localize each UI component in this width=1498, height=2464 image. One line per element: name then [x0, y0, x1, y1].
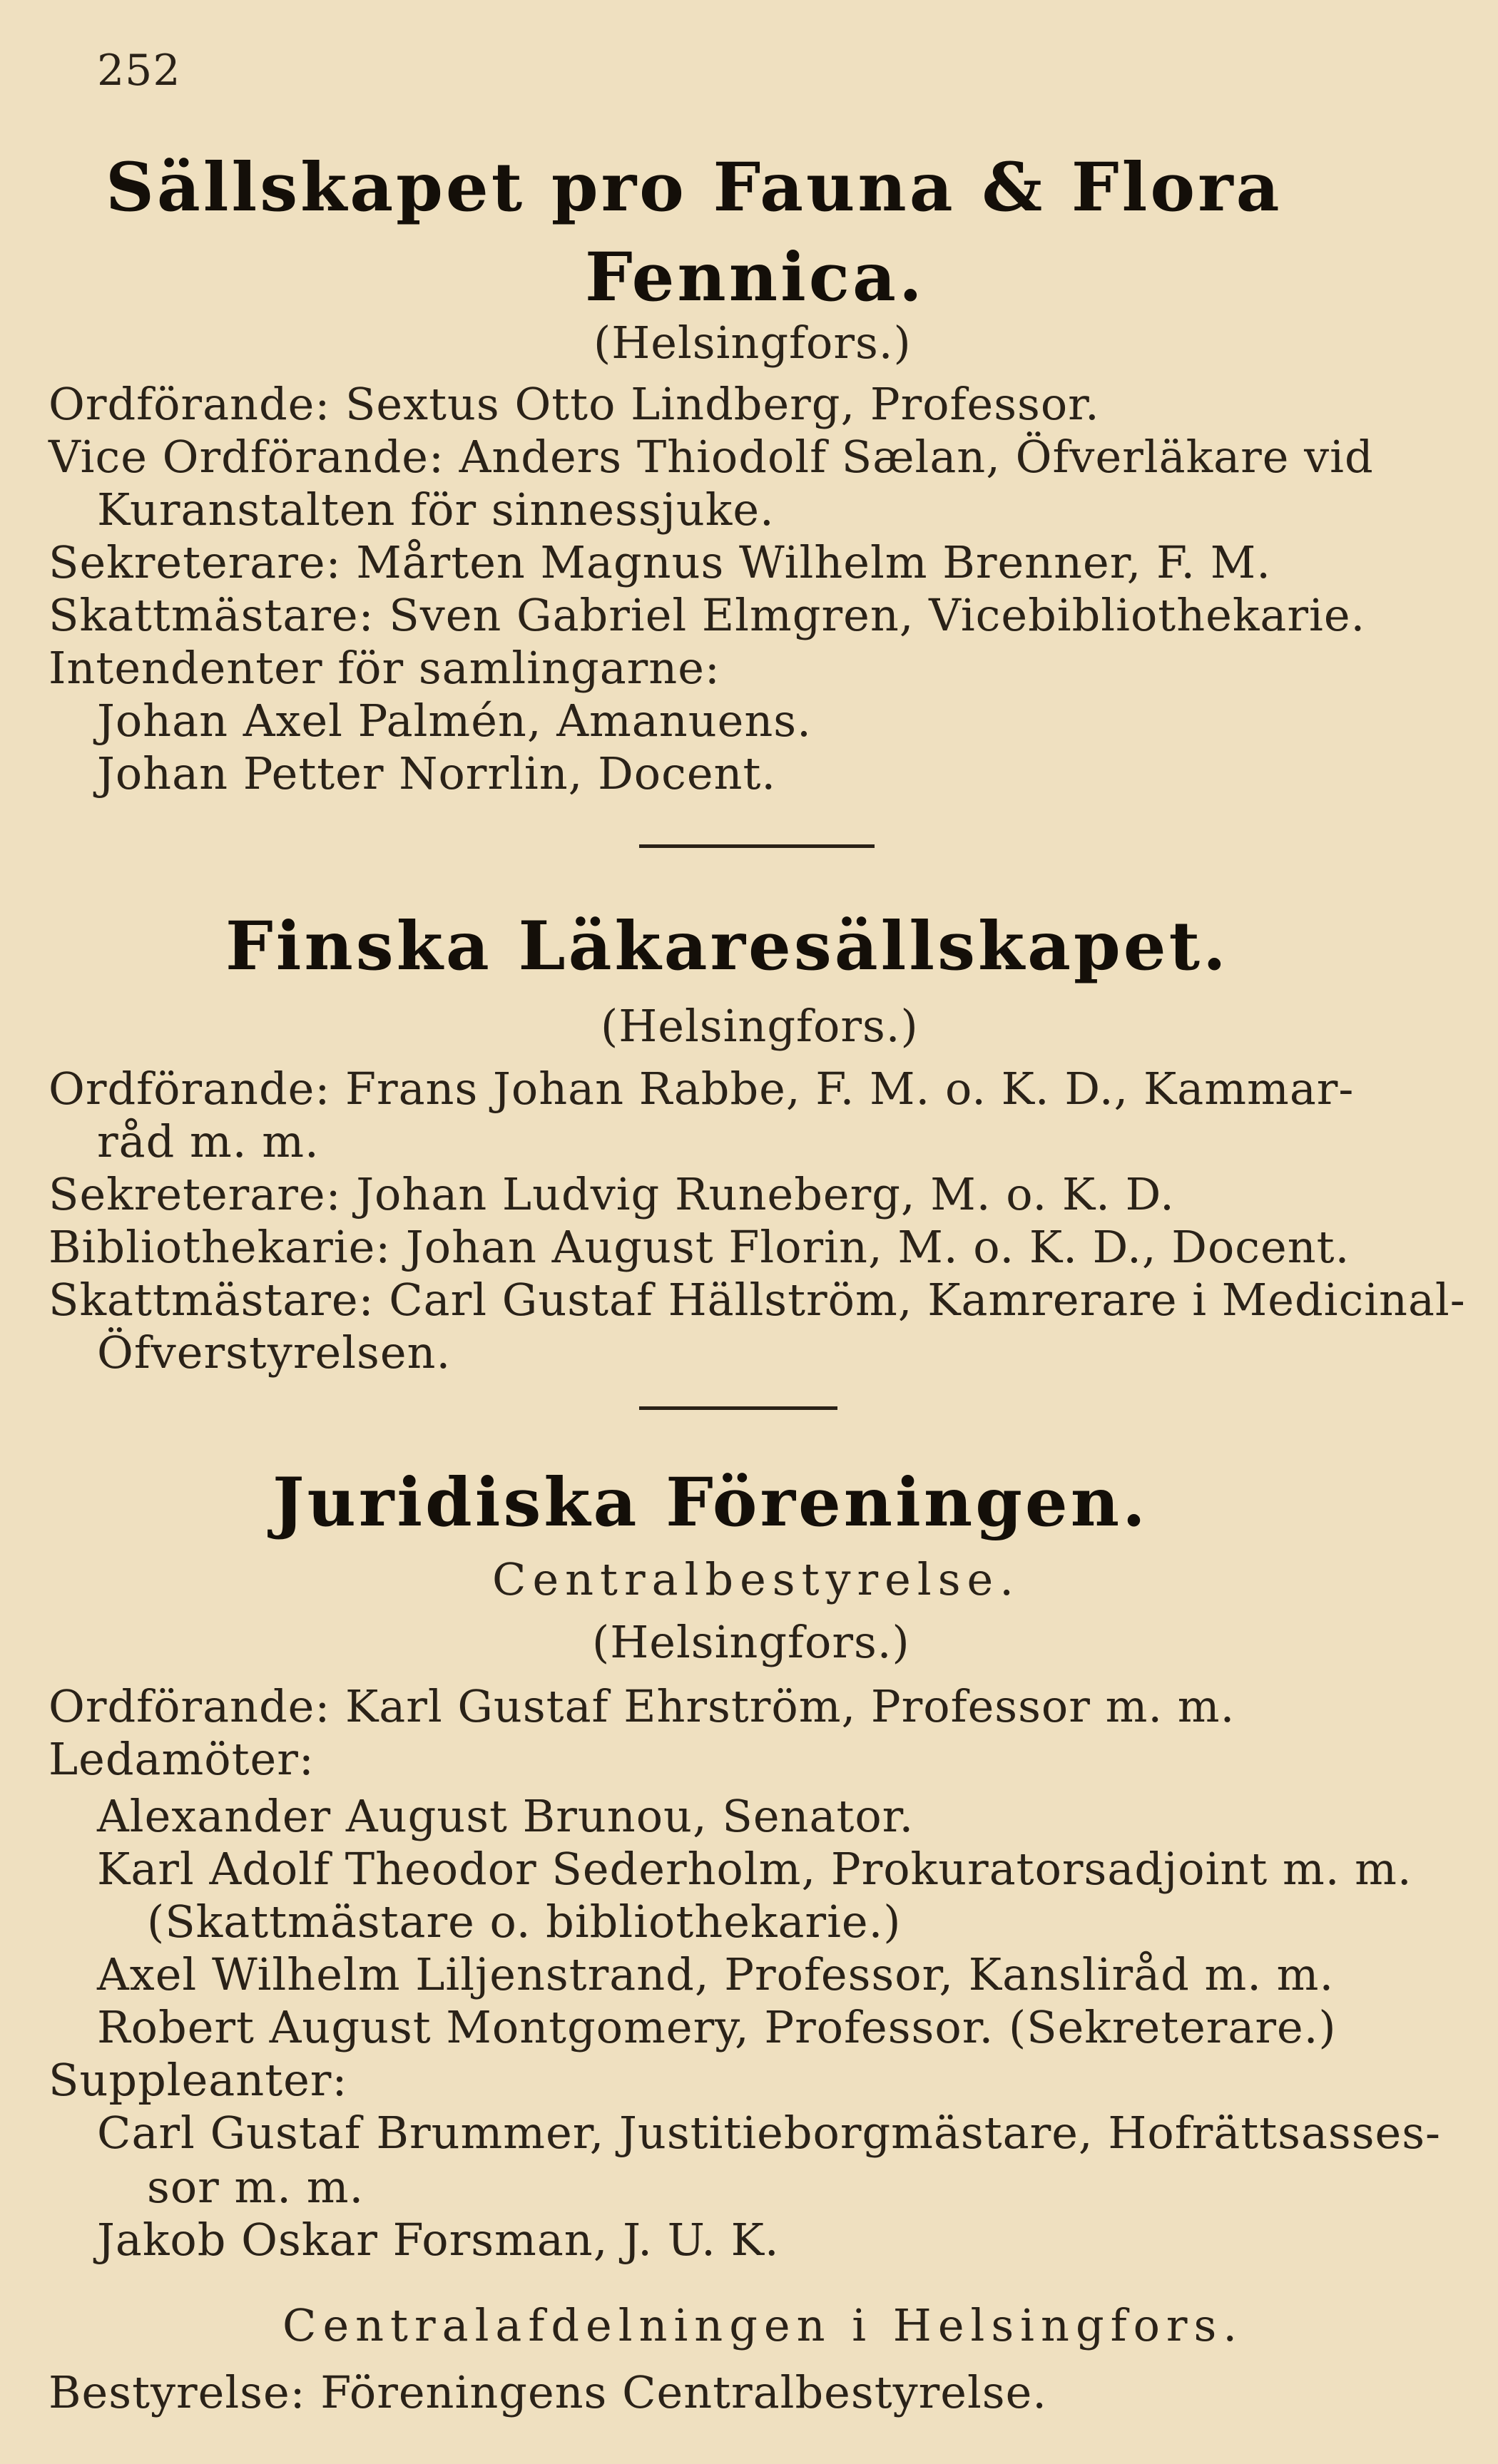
- text-line: Ordförande: Sextus Otto Lindberg, Professor.: [49, 378, 1100, 430]
- place-label: (Helsingfors.): [593, 317, 912, 369]
- text-line: Ordförande: Frans Johan Rabbe, F. M. o. K. D., Kammar-: [49, 1063, 1355, 1115]
- subtitle: Centralbestyrelse.: [492, 1553, 1020, 1605]
- text-line: Carl Gustaf Brummer, Justitieborgmästare, Hofrättsasses-: [97, 2107, 1442, 2159]
- text-line: (Skattmästare o. bibliothekarie.): [147, 1896, 902, 1948]
- text-line: sor m. m.: [147, 2161, 365, 2213]
- place-label: (Helsingfors.): [592, 1616, 910, 1668]
- text-line: Karl Adolf Theodor Sederholm, Prokuratorsadjoint m. m.: [97, 1843, 1412, 1895]
- society-title-continued: Fennica.: [585, 238, 925, 317]
- text-line: Sekreterare: Mårten Magnus Wilhelm Brenner, F. M.: [49, 536, 1271, 588]
- section-divider: [639, 844, 875, 848]
- text-line: Skattmästare: Sven Gabriel Elmgren, Vicebibliothekarie.: [49, 589, 1366, 641]
- text-line: Intendenter för samlingarne:: [49, 642, 720, 694]
- text-line: Bibliothekarie: Johan August Florin, M. o. K. D., Docent.: [49, 1221, 1350, 1273]
- text-line: Johan Petter Norrlin, Docent.: [97, 747, 777, 799]
- text-line: Kuranstalten för sinnessjuke.: [97, 484, 775, 536]
- text-line: Ordförande: Karl Gustaf Ehrström, Professor m. m.: [49, 1680, 1235, 1732]
- text-line: Ledamöter:: [49, 1733, 315, 1785]
- society-title: Sällskapet pro Fauna & Flora: [106, 148, 1283, 227]
- text-line: Axel Wilhelm Liljenstrand, Professor, Kansliråd m. m.: [97, 1948, 1335, 2000]
- text-line: Johan Axel Palmén, Amanuens.: [97, 695, 812, 747]
- text-line: Vice Ordförande: Anders Thiodolf Sælan, Öfverläkare vid: [49, 431, 1374, 483]
- society-title: Finska Läkaresällskapet.: [225, 907, 1229, 986]
- page-number: 252: [97, 46, 181, 96]
- text-line: Öfverstyrelsen.: [97, 1326, 452, 1379]
- text-line: Bestyrelse: Föreningens Centralbestyrelse.: [49, 2366, 1048, 2418]
- text-line: Suppleanter:: [49, 2054, 348, 2106]
- text-line: Alexander August Brunou, Senator.: [97, 1790, 914, 1842]
- text-line: Robert August Montgomery, Professor. (Sekreterare.): [97, 2001, 1337, 2053]
- society-title: Juridiska Föreningen.: [272, 1463, 1148, 1542]
- text-line: råd m. m.: [97, 1115, 320, 1167]
- text-line: Jakob Oskar Forsman, J. U. K.: [97, 2214, 780, 2266]
- text-line: Sekreterare: Johan Ludvig Runeberg, M. o. K. D.: [49, 1168, 1175, 1220]
- text-line: Skattmästare: Carl Gustaf Hällström, Kamrerare i Medicinal-: [49, 1274, 1466, 1326]
- place-label: (Helsingfors.): [601, 1000, 919, 1052]
- section-divider: [639, 1406, 837, 1410]
- subsection-heading: Centralafdelningen i Helsingfors.: [282, 2299, 1244, 2351]
